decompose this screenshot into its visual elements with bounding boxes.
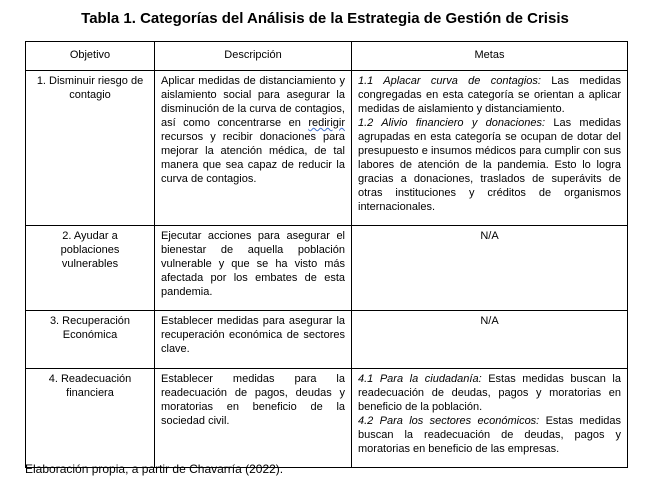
descripcion-cell (155, 71, 352, 226)
source-note: Elaboración propia, a partir de Chavarría (2022). (25, 462, 284, 476)
header-descripcion: Descripción (155, 42, 352, 71)
meta-text: Estas medidas buscan la readecuación de deudas, pagos y moratorias en beneficio de las empresas. (358, 415, 622, 455)
crisis-strategy-table (25, 41, 628, 468)
descripcion-text: Aplicar medidas de distanciamiento y aislamiento social para asegurar la disminución de la curva de contagios, así como concentrarse en (161, 75, 345, 129)
header-objetivo: Objetivo (26, 42, 155, 71)
meta-label: 1.1 Aplacar curva de contagios: (358, 75, 541, 87)
metas-cell (352, 369, 628, 468)
objetivo-cell: 4. Readecuación financiera (26, 369, 155, 468)
header-metas: Metas (352, 42, 628, 71)
objetivo-cell: 2. Ayudar a poblaciones vulnerables (26, 226, 155, 311)
spellcheck-word: redirigir (308, 117, 345, 129)
table-header-row (26, 42, 628, 71)
metas-cell: N/A (352, 226, 628, 311)
table-row (26, 311, 628, 369)
table-row (26, 71, 628, 226)
meta-label: 4.2 Para los sectores económicos: (358, 415, 540, 427)
meta-label: 1.2 Alivio financiero y donaciones: (358, 117, 546, 129)
objetivo-cell: 1. Disminuir riesgo de contagio (26, 71, 155, 226)
metas-cell (352, 71, 628, 226)
meta-text: Las medidas agrupadas en esta categoría se ocupan de dotar del presupuesto e insumos médicos para cumplir con sus labores de atención de la pandemia. Esto lo logra gracias a donaciones, traslados de superávits de otras instituciones y créditos de organismos internacionales. (358, 117, 621, 213)
descripcion-cell: Establecer medidas para la readecuación de pagos, deudas y moratorias en beneficio de la sociedad civil. (155, 369, 352, 468)
descripcion-cell: Ejecutar acciones para asegurar el bienestar de aquella población vulnerable y que se ha visto más afectada por los embates de esta pandemia. (155, 226, 352, 311)
table-row (26, 226, 628, 311)
table-row (26, 369, 628, 468)
objetivo-cell: 3. Recuperación Económica (26, 311, 155, 369)
metas-cell: N/A (352, 311, 628, 369)
meta-label: 4.1 Para la ciudadanía: (358, 373, 482, 385)
meta-text: Las medidas congregadas en esta categoría se orientan a aplicar medidas de aislamiento y distanciamiento. (358, 75, 621, 115)
table-title: Tabla 1. Categorías del Análisis de la Estrategia de Gestión de Crisis (81, 10, 569, 27)
descripcion-cell: Establecer medidas para asegurar la recuperación económica de sectores clave. (155, 311, 352, 369)
descripcion-text: recursos y recibir donaciones para mejorar la atención médica, de tal manera que sea capaz de reducir la curva de contagios. (161, 131, 345, 185)
meta-text: Estas medidas buscan la readecuación de deudas, pagos y moratorias en beneficio de la población. (358, 373, 621, 413)
